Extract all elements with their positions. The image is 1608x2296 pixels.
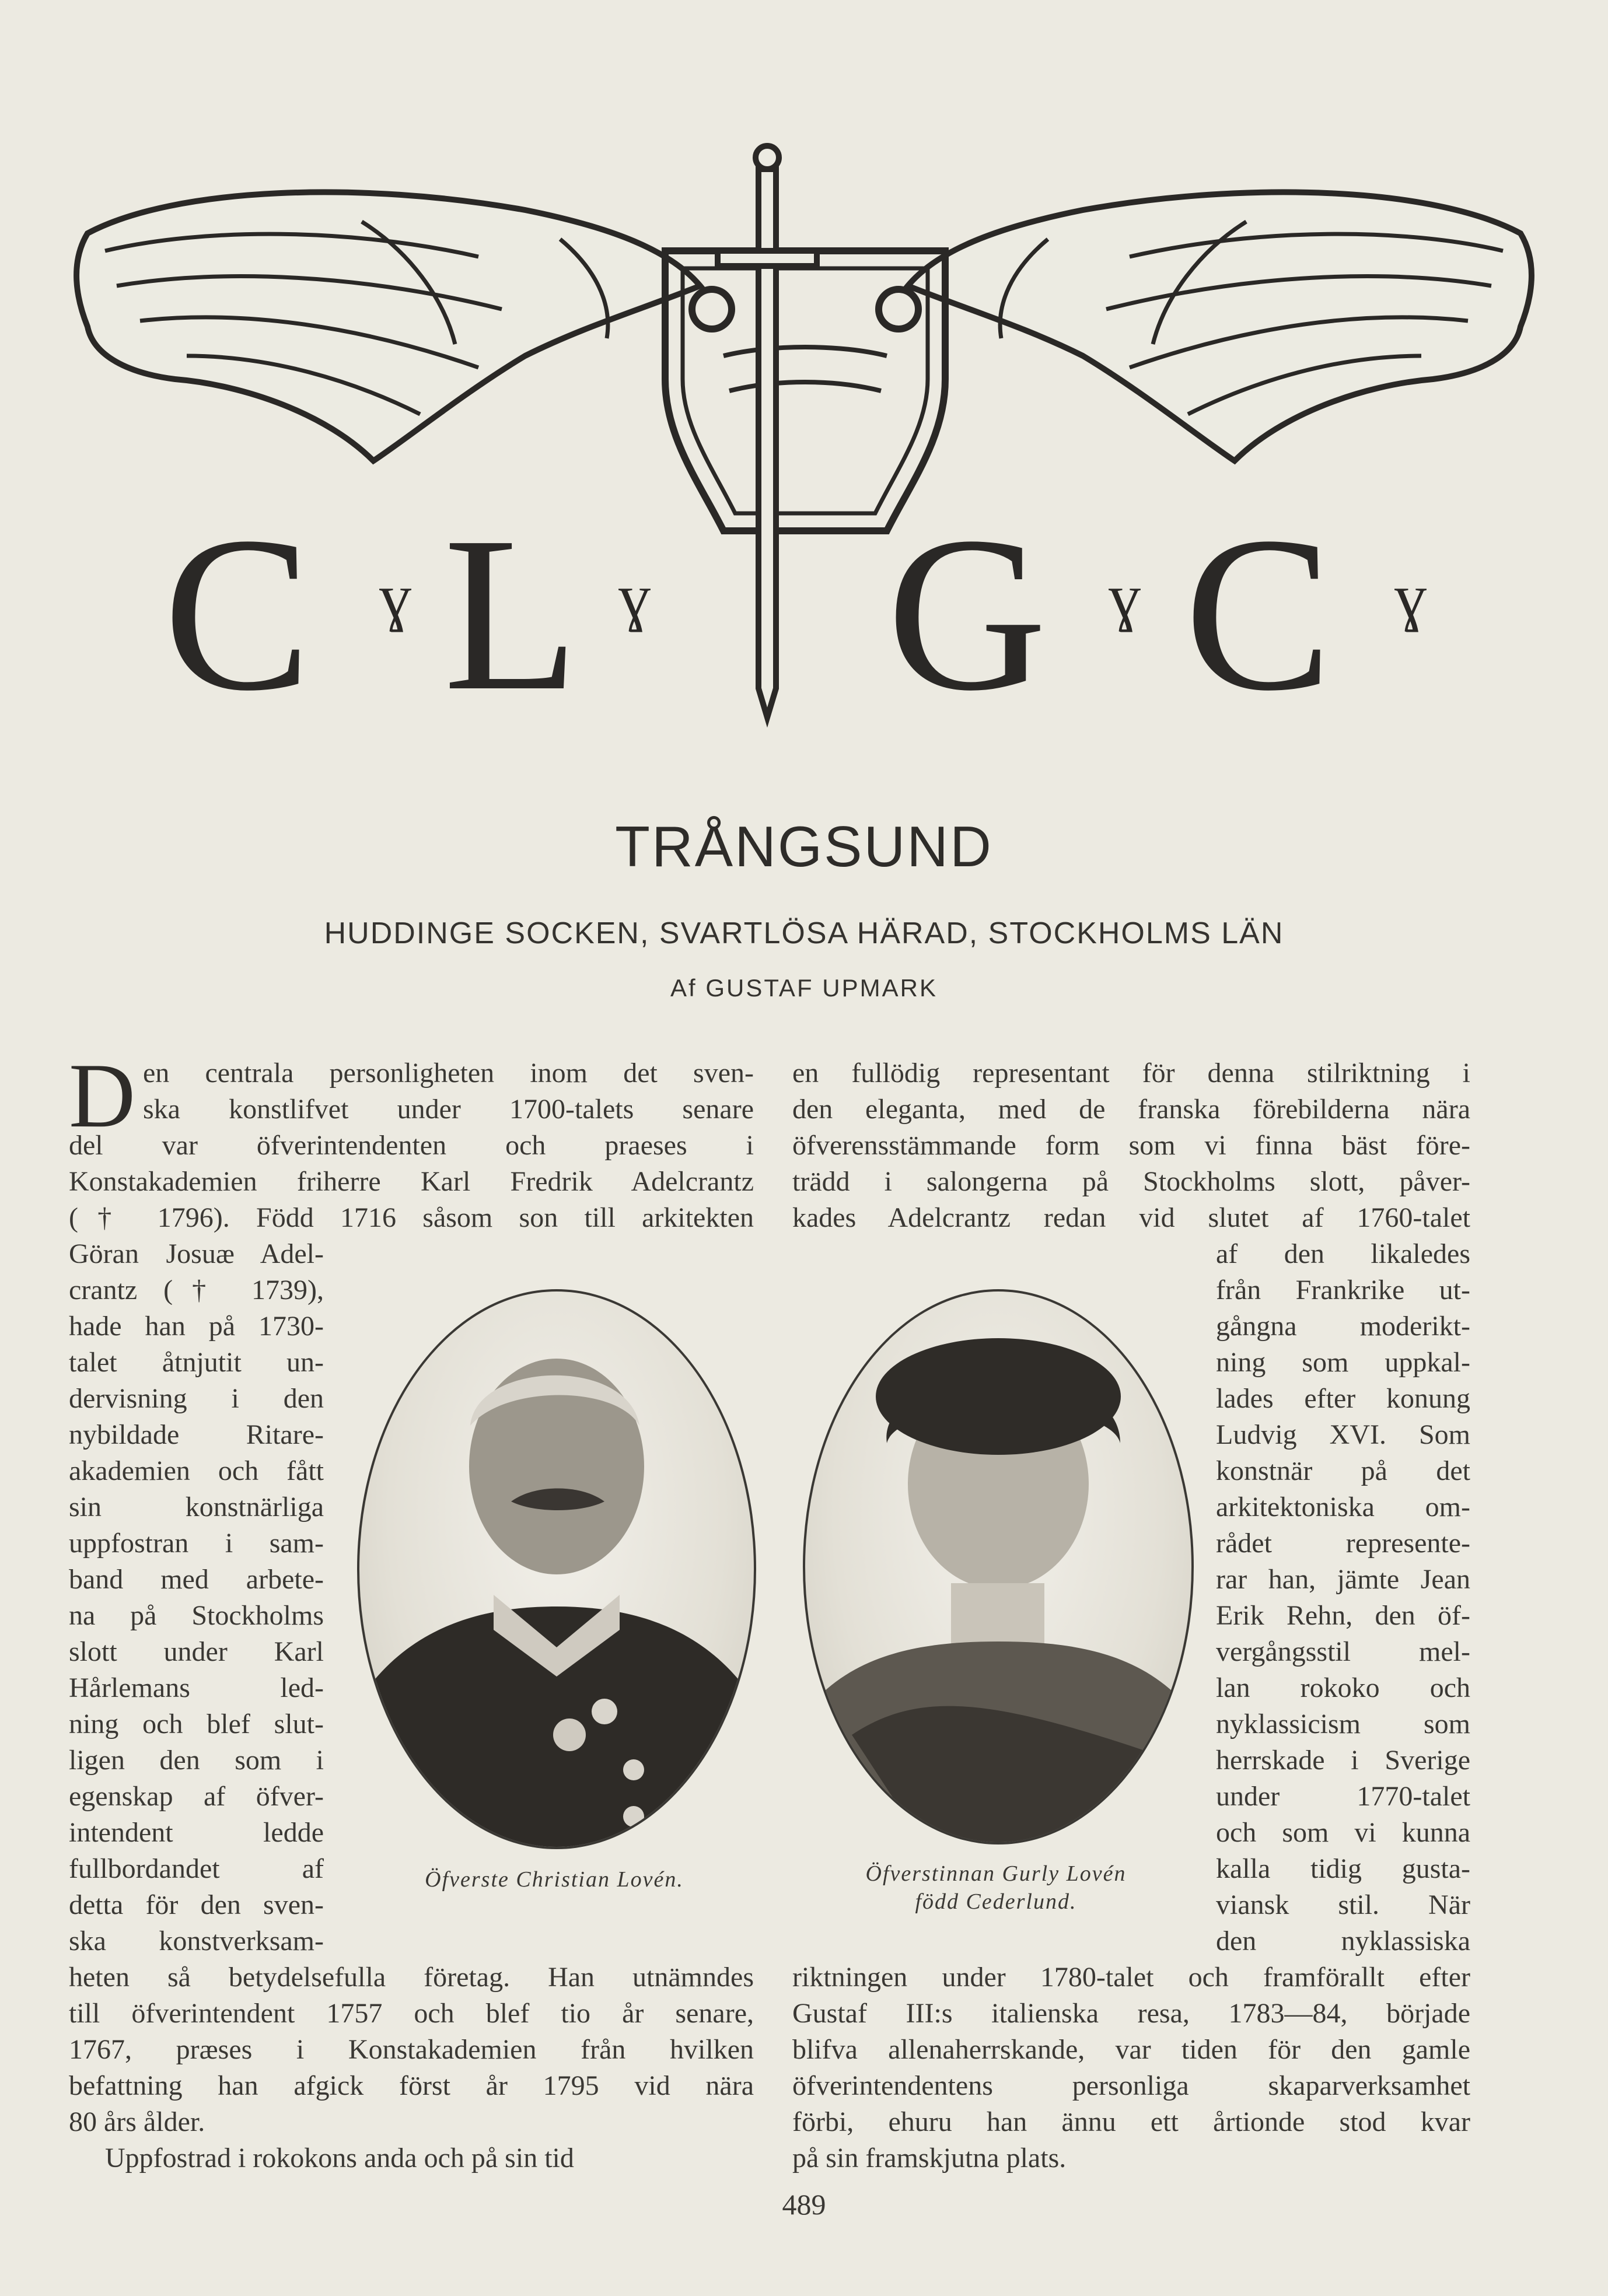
- text-line: Gustaf III:s italienska resa, 1783—84, började: [792, 1998, 1470, 2029]
- text-line: band med arbete-: [69, 1564, 324, 1595]
- text-line: trädd i salongerna på Stockholms slott, påver-: [792, 1166, 1470, 1197]
- text-line: lades efter konung: [1216, 1383, 1470, 1414]
- text-line: Hårlemans led-: [69, 1672, 324, 1703]
- text-line: herrskade i Sverige: [1216, 1745, 1470, 1776]
- text-line: rådet represente-: [1216, 1528, 1470, 1559]
- monogram-letter-g: G: [887, 491, 1047, 737]
- text-line: öfverensstämmande form som vi finna bäst före-: [792, 1130, 1470, 1161]
- monogram-flourish: ɣ: [379, 561, 411, 632]
- text-line: kades Adelcrantz redan vid slutet af 1760-talet: [792, 1202, 1470, 1233]
- monogram-flourish: ɣ: [618, 561, 651, 632]
- text-line: en fullödig representant för denna stilriktning i: [792, 1058, 1470, 1088]
- text-line: Erik Rehn, den öf-: [1216, 1600, 1470, 1631]
- monogram-flourish: ɣ: [1394, 561, 1427, 632]
- feather-plume-left: [76, 192, 700, 461]
- text-line: blifva allenaherrskande, var tiden för den gamle: [792, 2034, 1470, 2065]
- portrait-gurly-loven: [803, 1289, 1194, 1845]
- text-line: sin konstnärliga: [69, 1492, 324, 1522]
- text-line: befattning han afgick först år 1795 vid nära: [69, 2070, 754, 2101]
- text-line: na på Stockholms: [69, 1600, 324, 1631]
- text-line: ning och blef slut-: [69, 1709, 324, 1740]
- text-line: på sin framskjutna plats.: [792, 2143, 1067, 2174]
- drop-cap: D: [69, 1045, 136, 1147]
- text-line: ska konstverksam-: [69, 1926, 324, 1957]
- text-line: öfverintendentens personliga skaparverksamhet: [792, 2070, 1470, 2101]
- text-line: den eleganta, med de franska förebilderna nära: [792, 1094, 1470, 1125]
- text-line: från Frankrike ut-: [1216, 1275, 1470, 1306]
- text-line: den nyklassiska: [1216, 1926, 1470, 1957]
- text-line: nybildade Ritare-: [69, 1419, 324, 1450]
- caption-line: Öfverste Christian Lovén.: [425, 1867, 684, 1892]
- urn-emblem: [665, 251, 945, 531]
- caption-line: Öfverstinnan Gurly Lovén: [865, 1861, 1127, 1886]
- page-number: 489: [782, 2188, 826, 2221]
- text-line: akademien och fått: [69, 1455, 324, 1486]
- page-subtitle: HUDDINGE SOCKEN, SVARTLÖSA HÄRAD, STOCKHOLMS LÄN: [324, 916, 1284, 950]
- text-line: detta för den sven-: [69, 1889, 324, 1920]
- monogram-letter-c: C: [163, 491, 312, 737]
- text-line: under 1770-talet: [1216, 1781, 1470, 1812]
- text-line: Konstakademien friherre Karl Fredrik Adelcrantz: [69, 1166, 754, 1197]
- text-line: ning som uppkal-: [1216, 1347, 1470, 1378]
- portrait-man-image: [359, 1292, 754, 1847]
- feather-plume-right: [908, 192, 1532, 461]
- text-line: Uppfostrad i rokokons anda och på sin tid: [105, 2143, 574, 2174]
- text-line: crantz († 1739),: [69, 1275, 324, 1306]
- text-line: dervisning i den: [69, 1383, 324, 1414]
- text-line: hade han på 1730-: [69, 1311, 324, 1342]
- header-ornament: [0, 134, 1608, 776]
- text-line: arkitektoniska om-: [1216, 1492, 1470, 1522]
- caption-gurly-loven: [803, 1860, 1189, 1916]
- text-line: konstnär på det: [1216, 1455, 1470, 1486]
- text-line: riktningen under 1780-talet och framförallt efter: [792, 1962, 1470, 1993]
- text-line: talet åtnjutit un-: [69, 1347, 324, 1378]
- text-line: en centrala personligheten inom det sven-: [143, 1058, 754, 1088]
- text-line: intendent ledde: [69, 1817, 324, 1848]
- page-title: TRÅNGSUND: [615, 814, 993, 878]
- text-line: fullbordandet af: [69, 1853, 324, 1884]
- text-line: Ludvig XVI. Som: [1216, 1419, 1470, 1450]
- author-byline: Af GUSTAF UPMARK: [670, 974, 938, 1002]
- text-line: och som vi kunna: [1216, 1817, 1470, 1848]
- text-line: egenskap af öfver-: [69, 1781, 324, 1812]
- text-line: slott under Karl: [69, 1636, 324, 1667]
- monogram-letter-c-2: C: [1184, 491, 1333, 737]
- text-line: kalla tidig gusta-: [1216, 1853, 1470, 1884]
- text-line: ska konstlifvet under 1700-talets senare: [143, 1094, 754, 1125]
- text-line: gångna moderikt-: [1216, 1311, 1470, 1342]
- text-line: 1767, præses i Konstakademien från hvilken: [69, 2034, 754, 2065]
- monogram-letter-l: L: [443, 491, 579, 737]
- text-line: ligen den som i: [69, 1745, 324, 1776]
- portrait-christian-loven: [357, 1289, 756, 1849]
- text-line: af den likaledes: [1216, 1238, 1470, 1269]
- monogram-flourish: ɣ: [1109, 561, 1141, 632]
- portrait-woman-image: [805, 1292, 1191, 1842]
- text-line: 80 års ålder.: [69, 2106, 205, 2137]
- text-line: heten så betydelsefulla företag. Han utnämndes: [69, 1962, 754, 1993]
- text-line: viansk stil. När: [1216, 1889, 1470, 1920]
- caption-christian-loven: [357, 1866, 751, 1894]
- text-line: del var öfverintendenten och praeses i: [69, 1130, 754, 1161]
- text-line: nyklassicism som: [1216, 1709, 1470, 1740]
- text-line: lan rokoko och: [1216, 1672, 1470, 1703]
- text-line: uppfostran i sam-: [69, 1528, 324, 1559]
- text-line: rar han, jämte Jean: [1216, 1564, 1470, 1595]
- sword-icon: [718, 146, 817, 718]
- text-line: († 1796). Född 1716 såsom son till arkitekten: [69, 1202, 754, 1233]
- text-line: vergångsstil mel-: [1216, 1636, 1470, 1667]
- caption-line: född Cederlund.: [915, 1889, 1077, 1914]
- text-line: förbi, ehuru han ännu ett årtionde stod kvar: [792, 2106, 1470, 2137]
- text-line: till öfverintendent 1757 och blef tio år senare,: [69, 1998, 754, 2029]
- text-line: Göran Josuæ Adel-: [69, 1238, 324, 1269]
